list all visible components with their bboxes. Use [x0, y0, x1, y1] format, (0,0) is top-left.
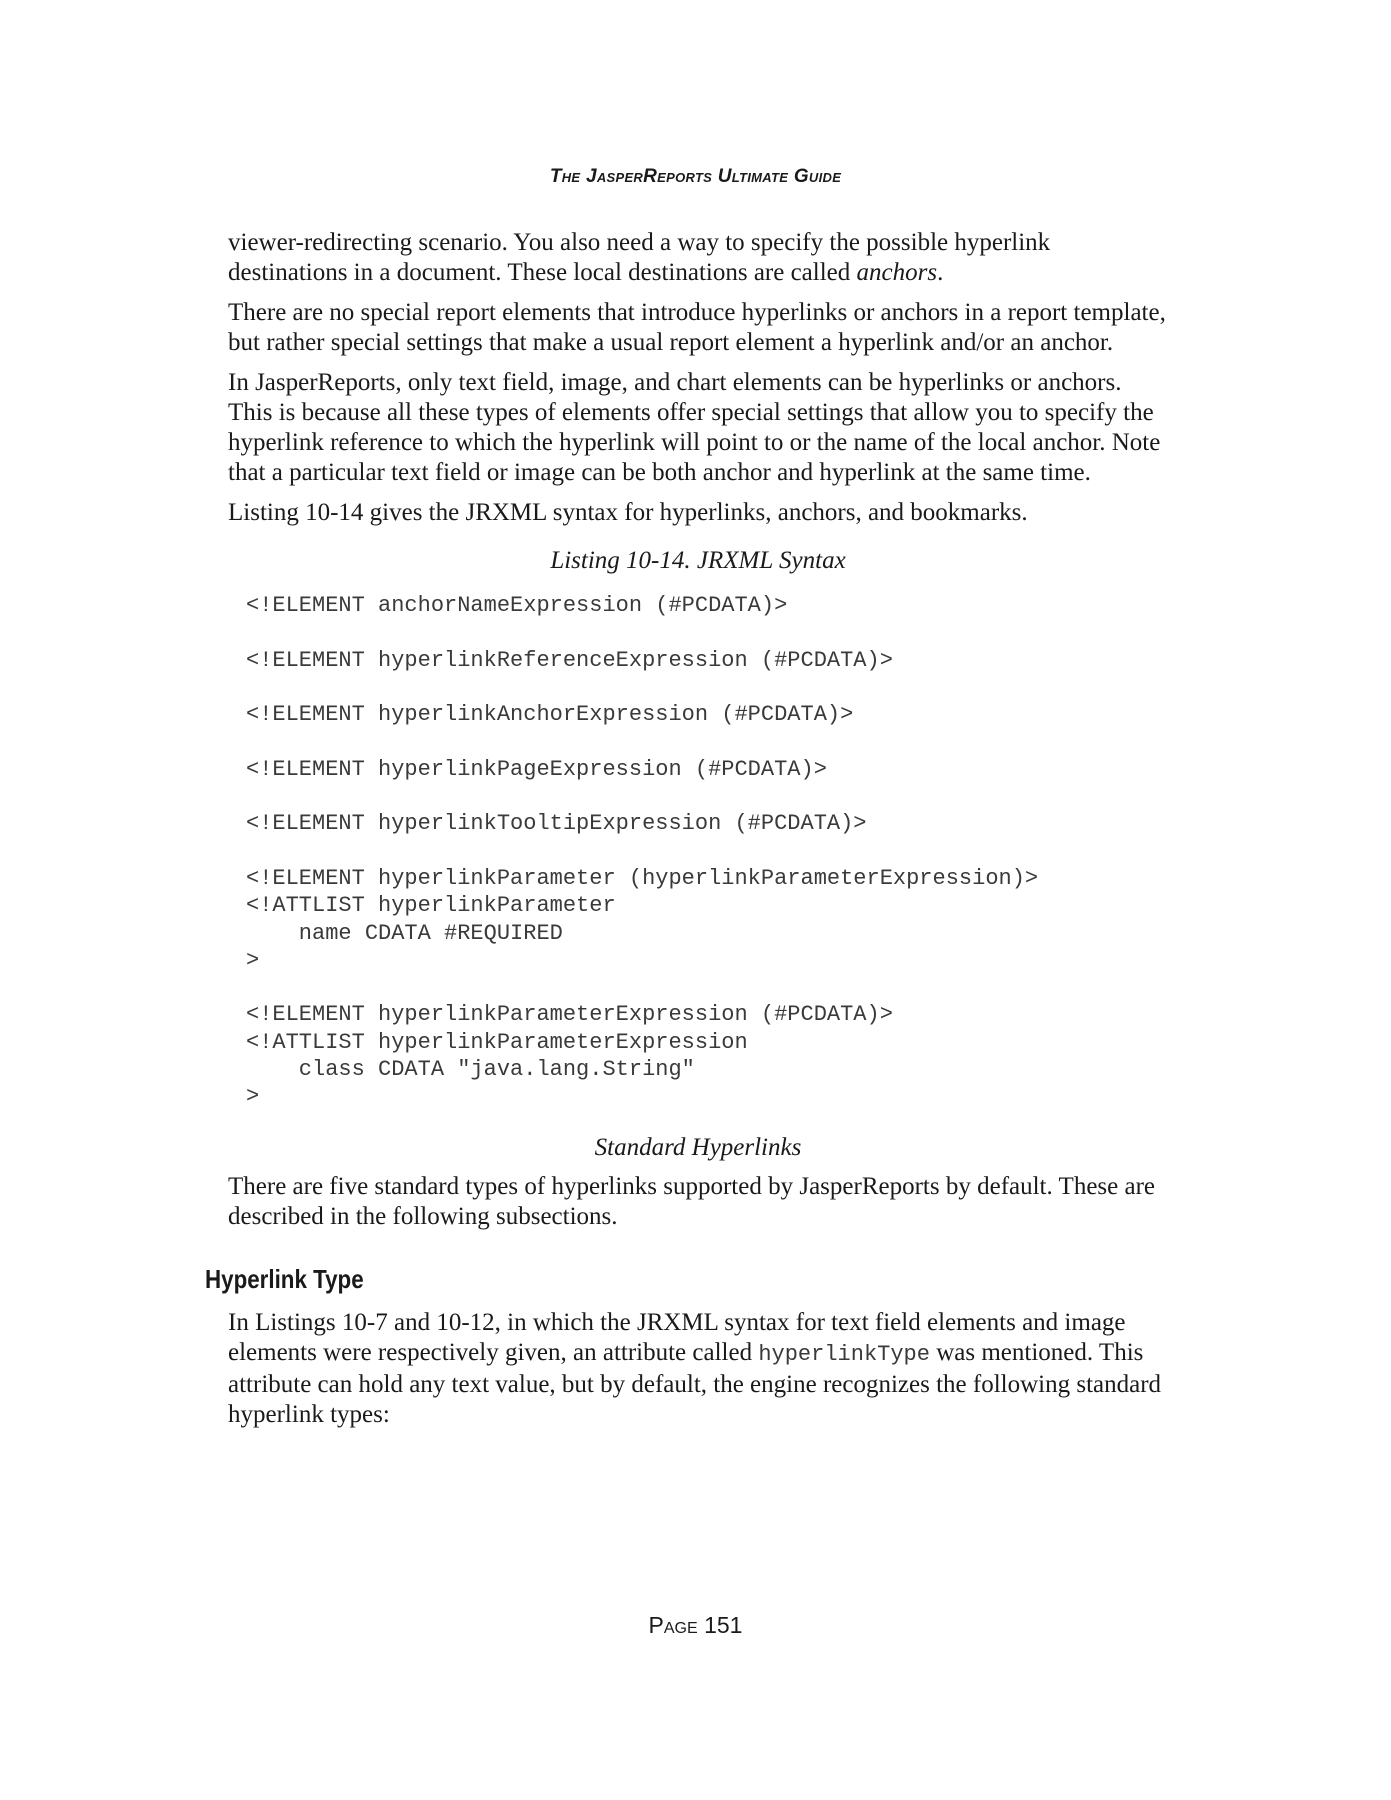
paragraph-anchors: [228, 228, 1168, 288]
code-listing: <!ELEMENT anchorNameExpression (#PCDATA)> <!ELEMENT hyperlinkReferenceExpression (#PCDATA)> <!ELEMENT hyperlinkAnchorExpression (#PCDATA)> <!ELEMENT hyperlinkPageExpression (#PCDATA)> <!ELEMENT hyperlinkTooltipExpression (#PCDATA)> <!ELEMENT hyperlinkParameter (hyperlinkParameterExpression)> <!ATTLIST hyperlinkParameter name CDATA #REQUIRED > <!ELEMENT hyperlinkParameterExpression (#PCDATA)> <!ATTLIST hyperlinkParameterExpression class CDATA "java.lang.String" >: [246, 593, 1039, 1110]
listing-caption: Listing 10-14. JRXML Syntax: [550, 547, 846, 574]
paragraph-standard-hyperlinks: There are five standard types of hyperlinks supported by JasperReports by default. These are described in the following subsections.: [228, 1172, 1156, 1230]
paragraph-anchors-end: .: [937, 259, 944, 286]
paragraph-element-types: In JasperReports, only text field, image, and chart elements can be hyperlinks or anchors. This is because all these types of elements offer special settings that allow you to specify the hyperlink reference to which the hyperlink will point to or the name of the local anchor. Note that a particular text field or image can be both anchor and hyperlink at the same time.: [228, 369, 1161, 486]
hyperlink-type-text: In Listings 10-7 and 10-12, in which the JRXML syntax for text field elements and image elements were respectively given, an attribute called: [228, 1308, 1126, 1366]
paragraph-special-settings: There are no special report elements that introduce hyperlinks or anchors in a report template, but rather special settings that make a usual report element a hyperlink and/or an anchor.: [228, 299, 1166, 356]
anchors-term: anchors: [856, 259, 938, 286]
hyperlink-type-code: hyperlinkType: [758, 1341, 930, 1367]
paragraph-listing-intro: Listing 10-14 gives the JRXML syntax for hyperlinks, anchors, and bookmarks.: [228, 499, 1028, 526]
running-header: The JasperReports Ultimate Guide: [549, 166, 842, 187]
paragraph-anchors-text: viewer-redirecting scenario. You also need a way to specify the possible hyperlink destinations in a document. These local destinations are called: [228, 229, 1051, 286]
section-title: Standard Hyperlinks: [594, 1133, 802, 1161]
page-content: [205, 228, 1168, 1440]
subsection-heading: Hyperlink Type: [205, 1263, 364, 1294]
hyperlink-type-text-end: was mentioned. This attribute can hold any text value, but by default, the engine recognizes the following standard hyperlink types:: [228, 1338, 1162, 1428]
paragraph-hyperlink-type: [228, 1308, 1168, 1430]
page-number: Page 151: [648, 1612, 743, 1638]
